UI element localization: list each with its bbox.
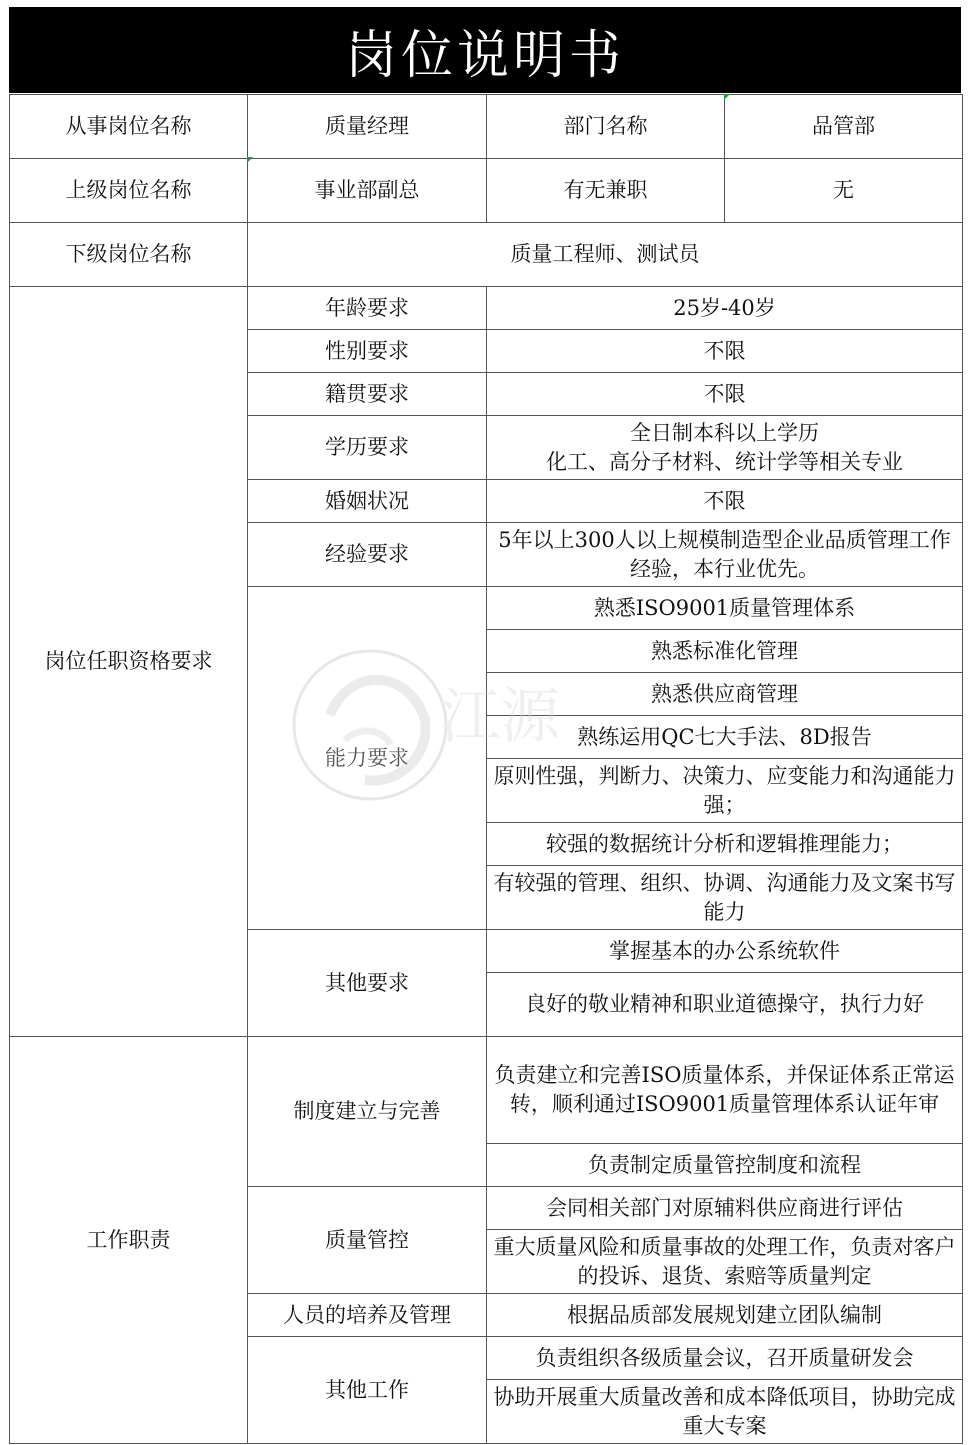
ability-item[interactable]: 熟悉供应商管理 <box>487 673 963 716</box>
duty-item[interactable]: 根据品质部发展规划建立团队编制 <box>487 1294 963 1337</box>
table-row <box>10 1037 963 1144</box>
ability-item[interactable]: 熟练运用QC七大手法、8D报告 <box>487 716 963 759</box>
dept-label: 部门名称 <box>487 95 725 159</box>
job-description-table <box>9 94 963 1444</box>
ability-item[interactable]: 熟悉标准化管理 <box>487 630 963 673</box>
comment-marker-icon <box>247 157 253 163</box>
ability-item[interactable]: 有较强的管理、组织、协调、沟通能力及文案书写能力 <box>487 866 963 930</box>
table-row <box>10 159 963 223</box>
duty-item[interactable]: 会同相关部门对原辅料供应商进行评估 <box>487 1187 963 1230</box>
duty-group-label: 其他工作 <box>248 1337 487 1444</box>
ability-item[interactable]: 原则性强，判断力、决策力、应变能力和沟通能力强； <box>487 759 963 823</box>
qual-value-experience[interactable]: 5年以上300人以上规模制造型企业品质管理工作经验，本行业优先。 <box>487 523 963 587</box>
duty-item[interactable]: 负责建立和完善ISO质量体系，并保证体系正常运转，顺利通过ISO9001质量管理体系认证年审 <box>487 1037 963 1144</box>
table-row <box>10 223 963 287</box>
ability-item[interactable]: 熟悉ISO9001质量管理体系 <box>487 587 963 630</box>
qualifications-section-label: 岗位任职资格要求 <box>10 287 248 1037</box>
duty-group-label: 人员的培养及管理 <box>248 1294 487 1337</box>
superior-label: 上级岗位名称 <box>10 159 248 223</box>
post-name-value[interactable]: 质量经理 <box>248 95 487 159</box>
qual-value-age[interactable]: 25岁-40岁 <box>487 287 963 330</box>
qual-label-age: 年龄要求 <box>248 287 487 330</box>
other-req-item[interactable]: 掌握基本的办公系统软件 <box>487 930 963 973</box>
qual-value-education[interactable] <box>487 416 963 480</box>
qual-value-marital[interactable]: 不限 <box>487 480 963 523</box>
watermark-text: 江源 <box>440 682 560 752</box>
duty-group-label: 质量管控 <box>248 1187 487 1294</box>
document-title: 岗位说明书 <box>344 25 625 86</box>
concurrent-value[interactable]: 无 <box>725 159 963 223</box>
qual-label-marital: 婚姻状况 <box>248 480 487 523</box>
subordinate-label: 下级岗位名称 <box>10 223 248 287</box>
qual-label-gender: 性别要求 <box>248 330 487 373</box>
qual-value-origin[interactable]: 不限 <box>487 373 963 416</box>
duty-item[interactable]: 重大质量风险和质量事故的处理工作，负责对客户的投诉、退货、索赔等质量判定 <box>487 1230 963 1294</box>
post-name-label: 从事岗位名称 <box>10 95 248 159</box>
education-line-2: 化工、高分子材料、统计学等相关专业 <box>546 449 903 474</box>
ability-label: 能力要求 <box>248 587 487 930</box>
duty-group-label: 制度建立与完善 <box>248 1037 487 1187</box>
comment-marker-icon <box>724 94 730 100</box>
table-row <box>10 287 963 330</box>
duty-item[interactable]: 负责组织各级质量会议，召开质量研发会 <box>487 1337 963 1380</box>
education-line-1: 全日制本科以上学历 <box>630 420 819 445</box>
duties-section-label: 工作职责 <box>10 1037 248 1444</box>
ability-item[interactable]: 较强的数据统计分析和逻辑推理能力； <box>487 823 963 866</box>
duty-item[interactable]: 负责制定质量管控制度和流程 <box>487 1144 963 1187</box>
title-bar <box>9 7 961 93</box>
superior-value[interactable]: 事业部副总 <box>248 159 487 223</box>
qual-label-origin: 籍贯要求 <box>248 373 487 416</box>
dept-value[interactable]: 品管部 <box>725 95 963 159</box>
table-row <box>10 95 963 159</box>
qual-value-gender[interactable]: 不限 <box>487 330 963 373</box>
qual-label-experience: 经验要求 <box>248 523 487 587</box>
qual-label-education: 学历要求 <box>248 416 487 480</box>
concurrent-label: 有无兼职 <box>487 159 725 223</box>
other-req-item[interactable]: 良好的敬业精神和职业道德操守，执行力好 <box>487 973 963 1037</box>
other-req-label: 其他要求 <box>248 930 487 1037</box>
duty-item[interactable]: 协助开展重大质量改善和成本降低项目，协助完成重大专案 <box>487 1380 963 1444</box>
subordinate-value[interactable]: 质量工程师、测试员 <box>248 223 963 287</box>
